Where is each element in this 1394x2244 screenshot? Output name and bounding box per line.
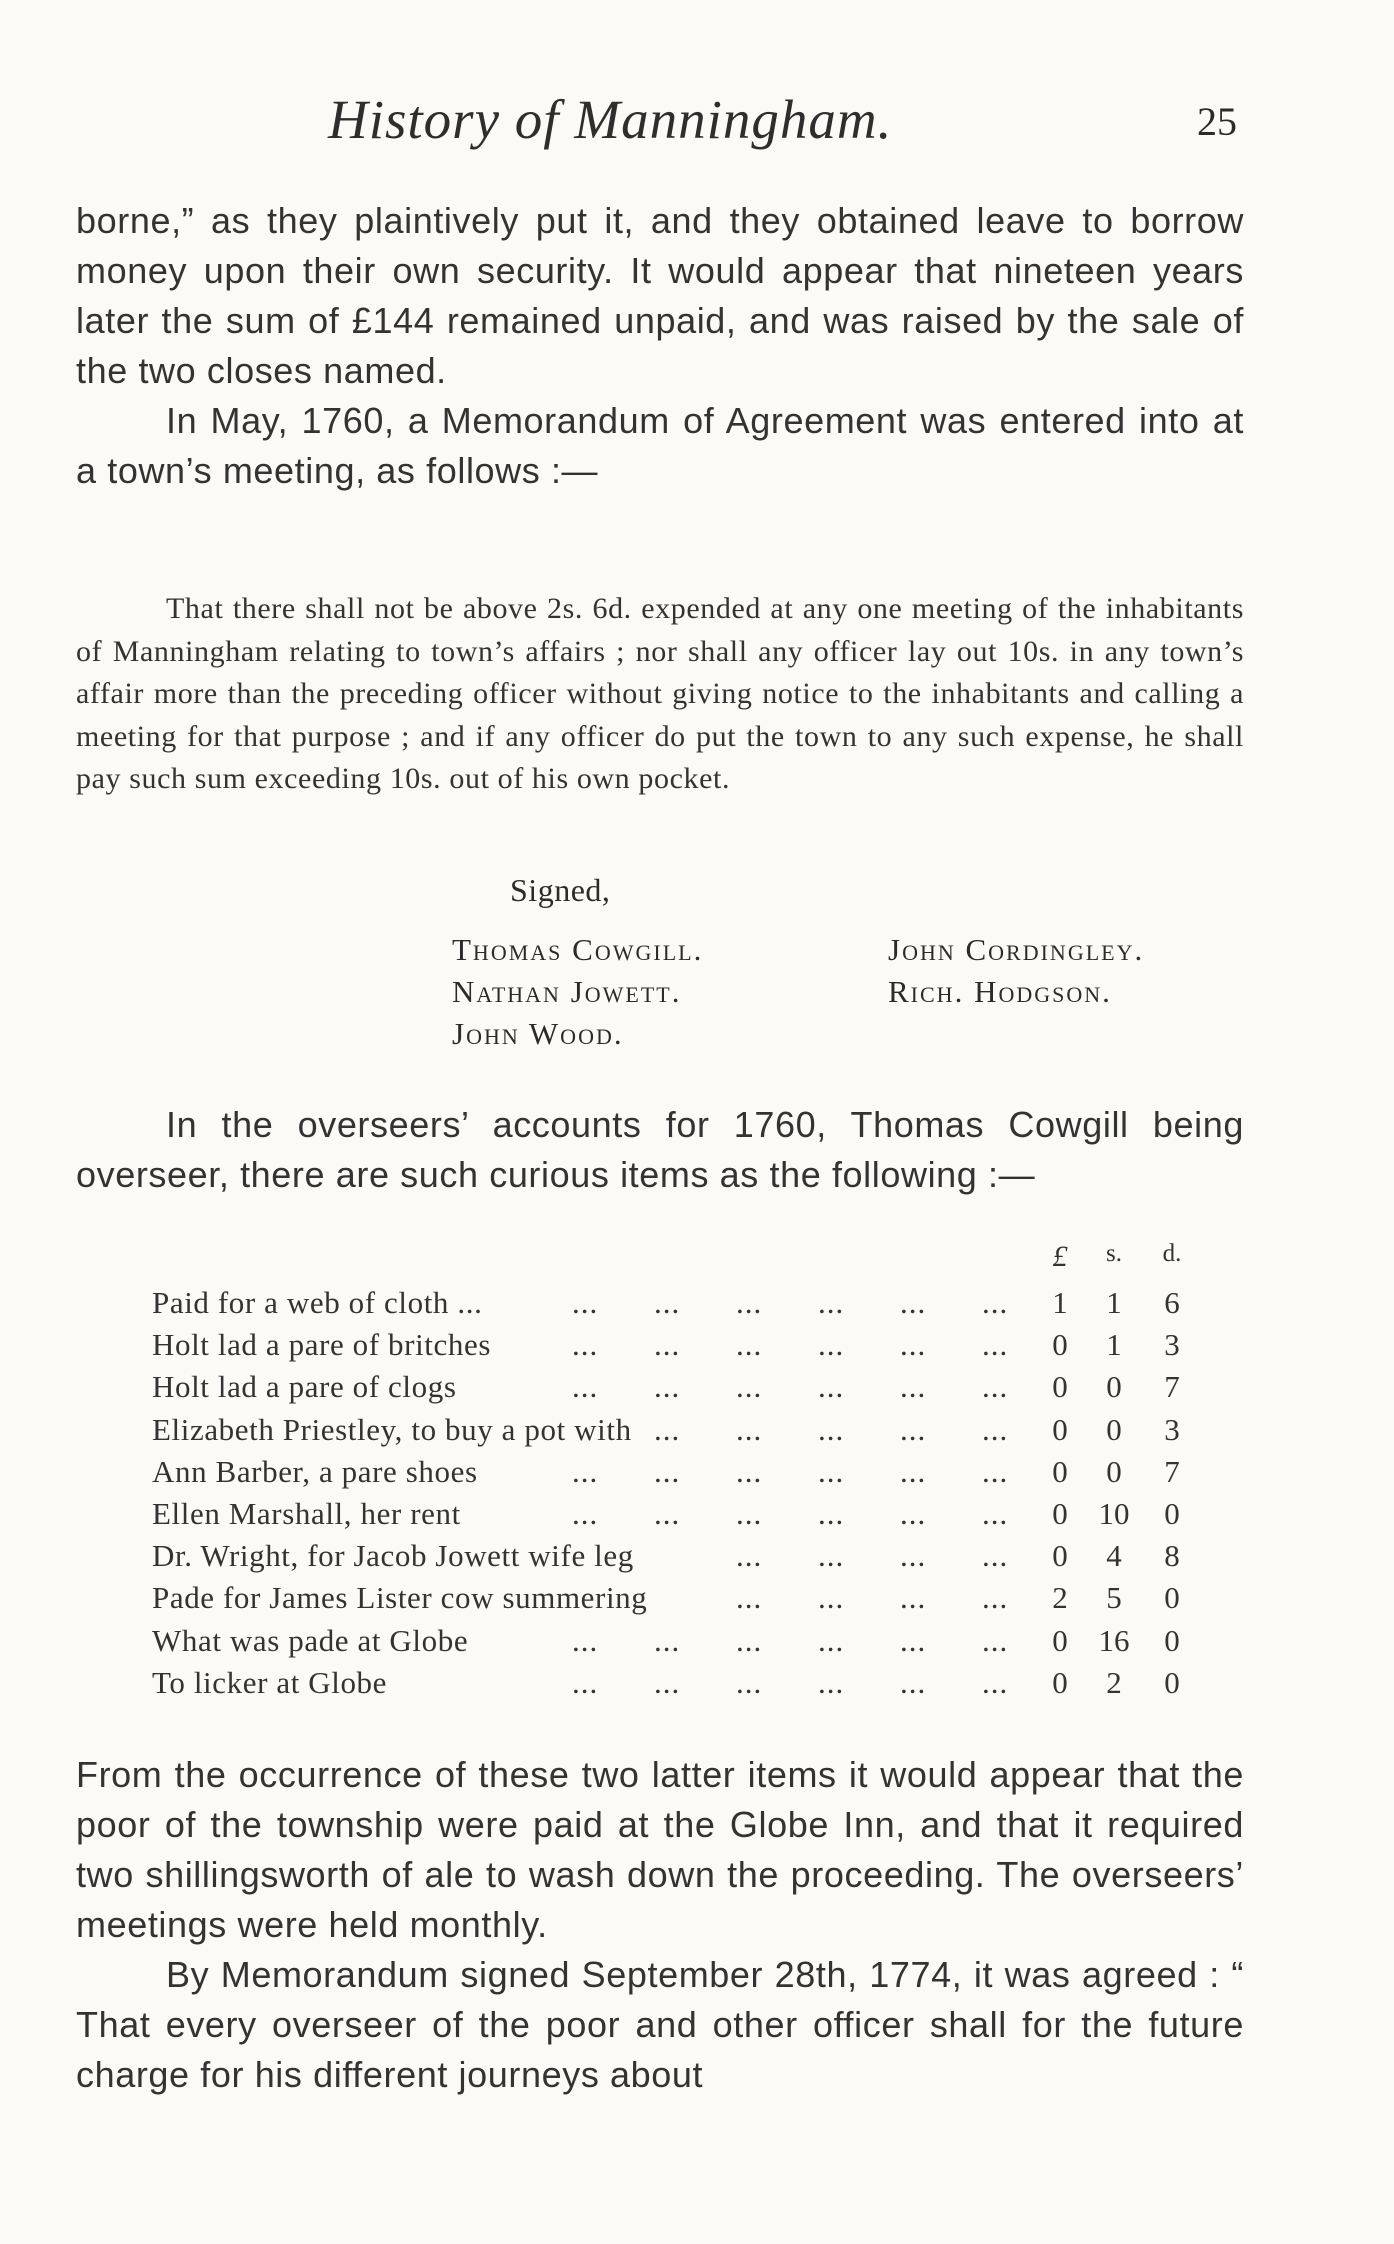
signatory-rich-hodgson: Rich. Hodgson. (888, 974, 1112, 1009)
account-row: ... ... ... ... Dr. Wright, for Jacob Jowett wife leg 0 4 8 (152, 1535, 1192, 1577)
account-row: ... ... ... ... ... ... Ann Barber, a pare shoes 0 0 7 (152, 1451, 1192, 1493)
signatory-john-cordingley: John Cordingley. (888, 932, 1145, 967)
account-shillings-value: 0 (1106, 1411, 1122, 1447)
account-pence-value: 6 (1164, 1285, 1180, 1320)
paragraph-borne: borne,” as they plaintively put it, and they obtained leave to borrow money upon their own security. It would appear that nineteen years later the sum of £144 remained unpaid, and was raised by the sale of the two closes named. (76, 200, 1244, 391)
running-head (0, 88, 1394, 158)
signatory-thomas-cowgill: Thomas Cowgill. (452, 932, 704, 967)
pence-header: d. (1162, 1240, 1182, 1267)
account-shillings-value: 2 (1106, 1664, 1122, 1700)
account-pounds-value: 0 (1052, 1369, 1068, 1405)
account-shillings-value: 1 (1106, 1285, 1122, 1320)
account-shillings-value: 10 (1098, 1495, 1130, 1531)
account-shillings-value: 0 (1106, 1369, 1122, 1405)
top-text (76, 196, 1244, 496)
paragraph-memorandum-1760: In May, 1760, a Memorandum of Agreement was entered into at a town’s meeting, as follows :— (76, 400, 1244, 491)
account-item-description: Dr. Wright, for Jacob Jowett wife leg (152, 1538, 634, 1574)
account-pounds-value: 0 (1052, 1411, 1068, 1447)
account-pence-value: 0 (1164, 1622, 1180, 1658)
account-row: ... ... ... ... ... ... To licker at Globe 0 2 0 (152, 1662, 1192, 1704)
account-pence-value: 3 (1164, 1327, 1180, 1363)
account-item-description: Elizabeth Priestley, to buy a pot with (152, 1411, 632, 1447)
account-row: ... ... ... ... ... ... What was pade at Globe 0 16 0 (152, 1620, 1192, 1662)
page-number: 25 (1197, 99, 1237, 144)
account-pounds-value: 0 (1052, 1622, 1068, 1658)
account-pence-value: 7 (1164, 1453, 1180, 1489)
memorandum-quote: That there shall not be above 2s. 6d. expended at any one meeting of the inhabitants of Manningham relating to town’s affairs ; nor shall any officer lay out 10s. in any town’s affair more than the preceding officer without giving notice to the inhabitants and calling a meeting for that purpose ; and if any officer do put the town to any such expense, he shall pay such sum exceeding 10s. out of his own pocket. (76, 592, 1244, 795)
accounts-header-row (152, 1240, 1192, 1282)
account-pounds-value: 0 (1052, 1664, 1068, 1700)
account-pounds-value: 1 (1052, 1285, 1068, 1320)
account-row: ... ... ... ... ... ... Holt lad a pare of britches 0 1 3 (152, 1324, 1192, 1366)
accounts-body (152, 1282, 1192, 1704)
pounds-header: £ (1052, 1240, 1068, 1273)
account-row: ... ... ... ... ... ... Ellen Marshall, her rent 0 10 0 (152, 1493, 1192, 1535)
account-row: ... ... ... ... ... ... Paid for a web of cloth ... 1 1 6 (152, 1282, 1192, 1324)
account-item-description: Pade for James Lister cow summering (152, 1580, 648, 1616)
paragraph-memorandum-1774: By Memorandum signed September 28th, 1774, it was agreed : “ That every overseer of the poor and other officer shall for the future charge for his different journeys about (76, 1954, 1244, 2095)
account-pounds-value: 0 (1052, 1327, 1068, 1363)
running-title: History of Manningham. (328, 89, 893, 150)
account-pence-value: 0 (1164, 1664, 1180, 1700)
account-item-description: Paid for a web of cloth ... (152, 1285, 483, 1320)
account-row: ... ... ... ... ... Elizabeth Priestley, to buy a pot with 0 0 3 (152, 1409, 1192, 1451)
account-shillings-value: 5 (1106, 1580, 1122, 1616)
account-row: ... ... ... ... Pade for James Lister cow summering 2 5 0 (152, 1577, 1192, 1619)
account-item-description: To licker at Globe (152, 1664, 388, 1700)
signatory-nathan-jowett: Nathan Jowett. (452, 974, 682, 1009)
paragraph-overseers-accounts: In the overseers’ accounts for 1760, Thomas Cowgill being overseer, there are such curious items as the following :— (76, 1104, 1244, 1195)
account-pounds-value: 0 (1052, 1538, 1068, 1574)
account-item-description: Ellen Marshall, her rent (152, 1495, 461, 1531)
shillings-header: s. (1106, 1240, 1122, 1267)
account-shillings-value: 1 (1106, 1327, 1122, 1363)
bottom-text (76, 1750, 1244, 2100)
signed-label: Signed, (510, 872, 611, 908)
account-pounds-value: 2 (1052, 1580, 1068, 1616)
account-item-description: Holt lad a pare of clogs (152, 1369, 457, 1405)
account-item-description: Holt lad a pare of britches (152, 1327, 491, 1363)
accounts-table (152, 1240, 1192, 1704)
account-shillings-value: 0 (1106, 1453, 1122, 1489)
signatory-john-wood: John Wood. (452, 1016, 624, 1051)
account-pounds-value: 0 (1052, 1453, 1068, 1489)
account-item-description: Ann Barber, a pare shoes (152, 1453, 478, 1489)
account-pounds-value: 0 (1052, 1495, 1068, 1531)
account-pence-value: 7 (1164, 1369, 1180, 1405)
account-pence-value: 3 (1164, 1411, 1180, 1447)
account-row: ... ... ... ... ... ... Holt lad a pare of clogs 0 0 7 (152, 1366, 1192, 1408)
account-pence-value: 8 (1164, 1538, 1180, 1574)
account-pence-value: 0 (1164, 1495, 1180, 1531)
account-shillings-value: 4 (1106, 1538, 1122, 1574)
paragraph-globe-inn: From the occurrence of these two latter items it would appear that the poor of the township were paid at the Globe Inn, and that it required two shillingsworth of ale to wash down the proceeding. The overseers’ meetings were held monthly. (76, 1754, 1244, 1945)
account-pence-value: 0 (1164, 1580, 1180, 1616)
account-shillings-value: 16 (1098, 1622, 1130, 1658)
account-item-description: What was pade at Globe (152, 1622, 469, 1658)
